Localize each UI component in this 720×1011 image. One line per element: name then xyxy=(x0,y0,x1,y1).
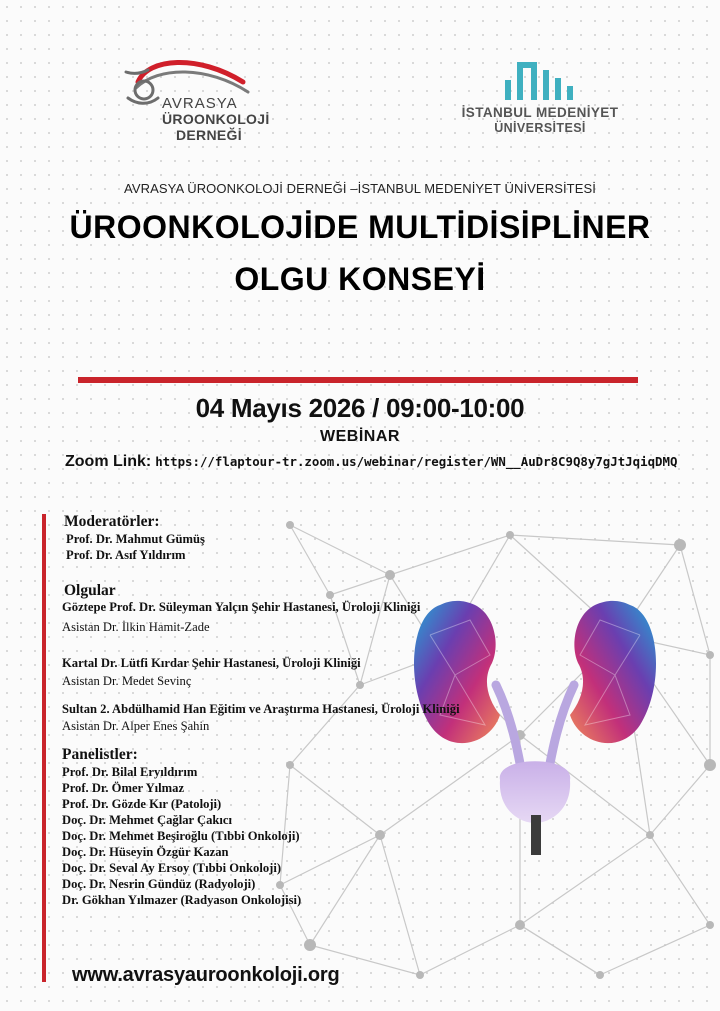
panelist-name: Doç. Dr. Nesrin Gündüz (Radyoloji) xyxy=(62,877,256,891)
logo-text-line1: AVRASYA xyxy=(162,95,238,112)
left-accent-bar xyxy=(42,514,46,982)
title-line-2: OLGU KONSEYİ xyxy=(234,261,486,297)
panelists-heading: Panelistler: xyxy=(62,746,138,763)
panelist-name: Doç. Dr. Mehmet Çağlar Çakıcı xyxy=(62,813,232,827)
cases-heading: Olgular xyxy=(64,582,116,599)
university-mark-icon xyxy=(503,60,577,102)
avrasya-association-logo xyxy=(118,52,270,147)
red-divider xyxy=(78,377,638,383)
zoom-link-url[interactable]: https://flaptour-tr.zoom.us/webinar/register/WN__AuDr8C9Q8y7gJtJqiqDMQ xyxy=(155,454,678,469)
panelist-name: Prof. Dr. Gözde Kır (Patoloji) xyxy=(62,797,222,811)
case-hospital: Kartal Dr. Lütfi Kırdar Şehir Hastanesi, Üroloji Kliniği xyxy=(62,656,361,670)
event-format: WEBİNAR xyxy=(320,428,400,445)
case-hospital: Sultan 2. Abdülhamid Han Eğitim ve Araştırma Hastanesi, Üroloji Kliniği xyxy=(62,702,460,716)
title-line-1: ÜROONKOLOJİDE MULTİDİSİPLİNER xyxy=(69,209,651,245)
university-name-line1: İSTANBUL MEDENİYET xyxy=(461,105,619,120)
case-presenter: Asistan Dr. Alper Enes Şahin xyxy=(62,719,210,733)
panelist-name: Dr. Gökhan Yılmazer (Radyason Onkolojisi) xyxy=(62,893,302,907)
case-hospital: Göztepe Prof. Dr. Süleyman Yalçın Şehir Hastanesi, Üroloji Kliniği xyxy=(62,600,421,614)
organizers-line: AVRASYA ÜROONKOLOJİ DERNEĞİ –İSTANBUL MEDENİYET ÜNİVERSİTESİ xyxy=(124,181,596,196)
moderator-name: Prof. Dr. Asıf Yıldırım xyxy=(66,548,186,562)
panelist-name: Doç. Dr. Seval Ay Ersoy (Tıbbi Onkoloji) xyxy=(62,861,282,875)
case-presenter: Asistan Dr. İlkin Hamit-Zade xyxy=(62,620,210,634)
case-presenter: Asistan Dr. Medet Sevinç xyxy=(62,674,192,688)
event-date-time: 04 Mayıs 2026 / 09:00-10:00 xyxy=(195,393,525,423)
moderators-heading: Moderatörler: xyxy=(64,513,160,530)
kidney-illustration xyxy=(400,575,670,875)
university-name-line2: ÜNİVERSİTESİ xyxy=(494,121,586,135)
logo-text-line3: DERNEĞİ xyxy=(176,127,242,143)
panelist-name: Doç. Dr. Mehmet Beşiroğlu (Tıbbi Onkoloji) xyxy=(62,829,300,843)
zoom-link-row xyxy=(65,453,677,471)
moderator-name: Prof. Dr. Mahmut Gümüş xyxy=(66,532,205,546)
website-link[interactable]: www.avrasyauroonkoloji.org xyxy=(72,964,340,986)
istanbul-medeniyet-university-logo xyxy=(440,60,640,140)
zoom-link-label: Zoom Link: xyxy=(65,453,152,470)
panelist-name: Doç. Dr. Hüseyin Özgür Kazan xyxy=(62,845,229,859)
panelist-name: Prof. Dr. Ömer Yılmaz xyxy=(62,781,185,795)
logo-text-line2: ÜROONKOLOJİ xyxy=(162,111,270,127)
panelist-name: Prof. Dr. Bilal Eryıldırım xyxy=(62,765,198,779)
